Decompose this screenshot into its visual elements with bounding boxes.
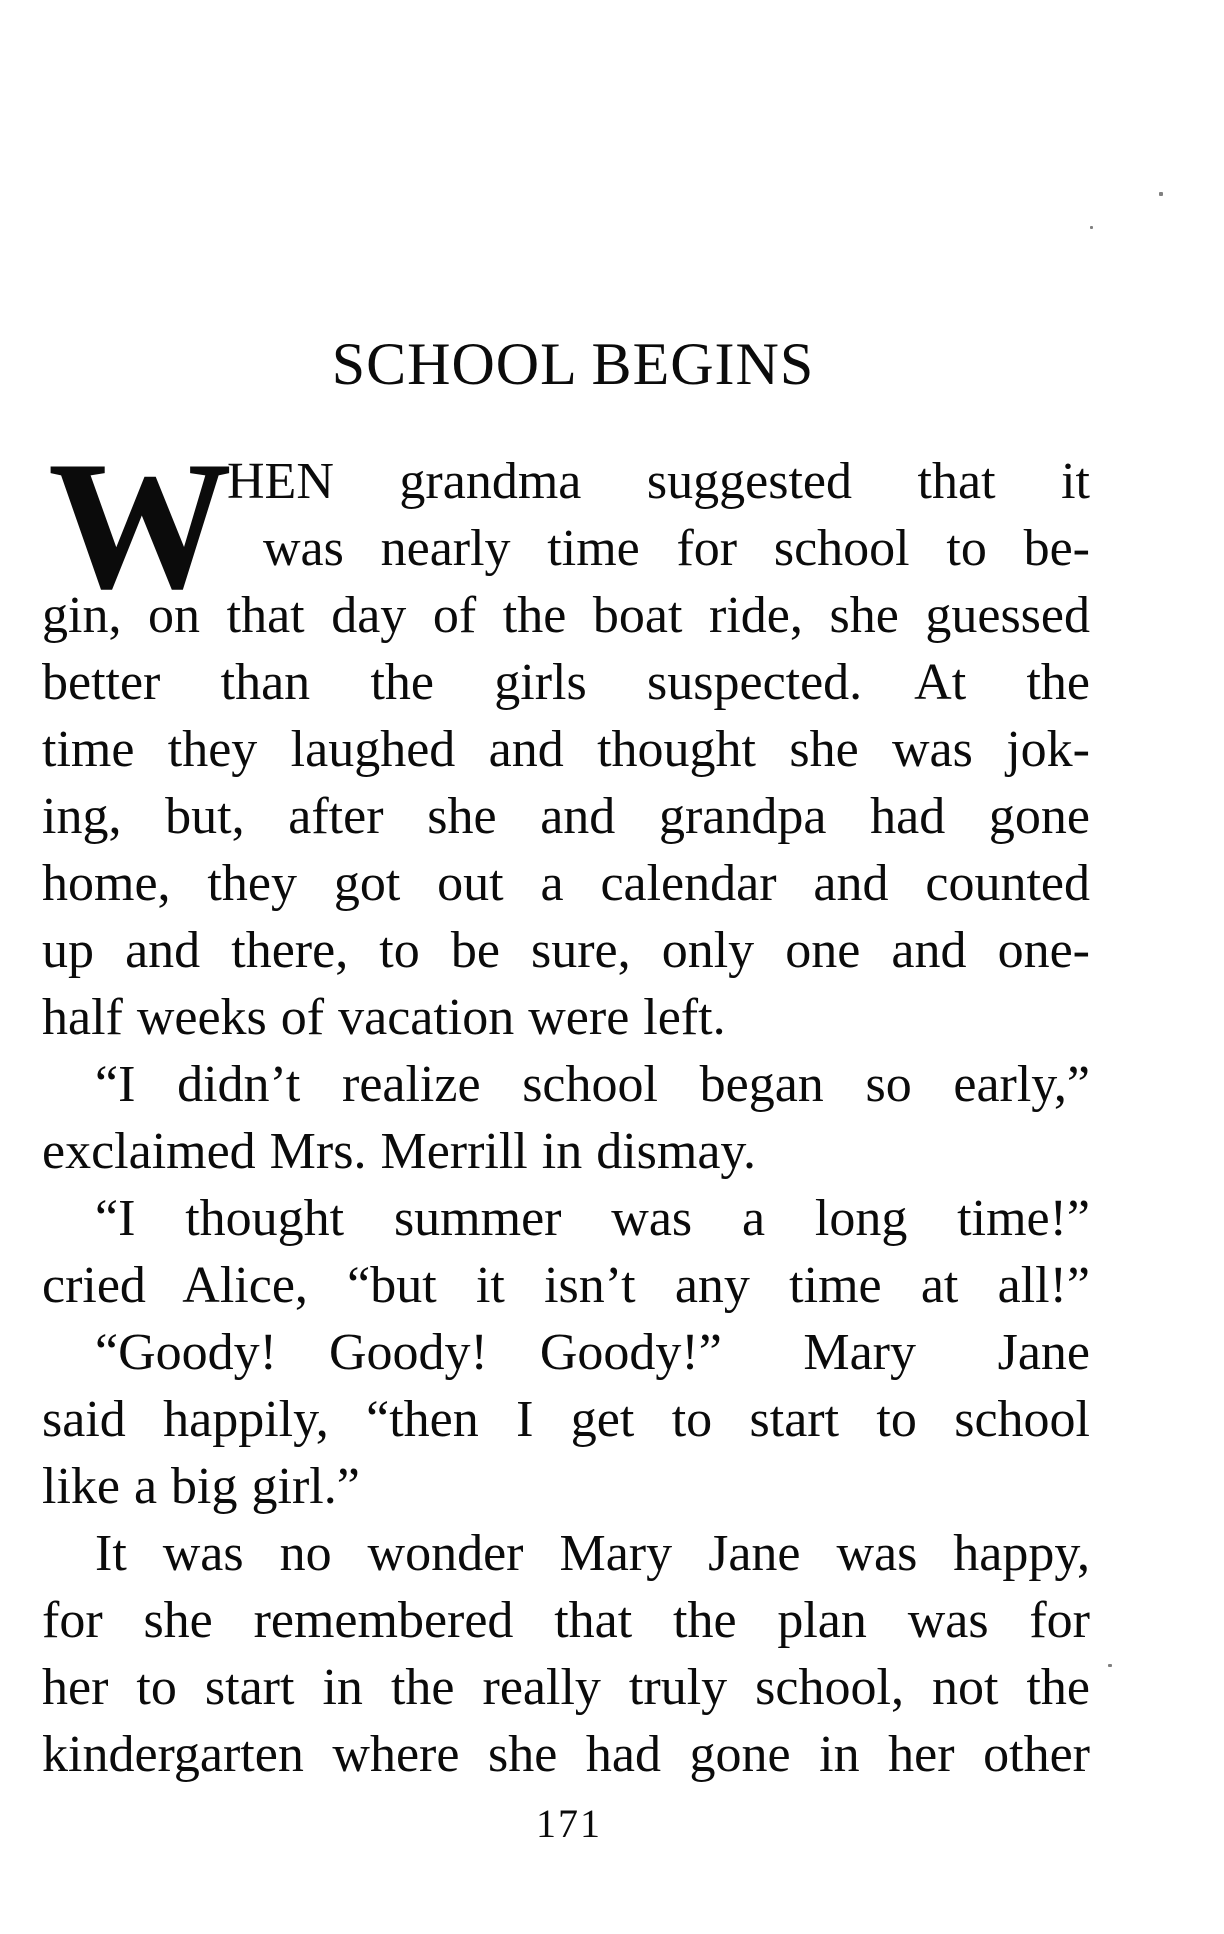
page-number: 171	[536, 1801, 602, 1846]
text-block	[42, 331, 1090, 1844]
text-line: like a big girl.”	[42, 1458, 360, 1515]
scan-speck	[1159, 192, 1163, 196]
text-line: up and there, to be sure, only one and one-	[42, 922, 1090, 979]
text-line: home, they got out a calendar and counted	[42, 855, 1090, 912]
text-line: kindergarten where she had gone in her other	[42, 1726, 1090, 1783]
drop-cap: W	[48, 423, 232, 627]
text-line: cried Alice, “but it isn’t any time at all!”	[42, 1257, 1090, 1314]
text-line: for she remembered that the plan was for	[42, 1592, 1090, 1649]
text-line: HEN grandma suggested that it	[227, 453, 1090, 510]
text-line: exclaimed Mrs. Merrill in dismay.	[42, 1123, 757, 1180]
text-line: time they laughed and thought she was jok-	[42, 721, 1090, 778]
text-line: It was no wonder Mary Jane was happy,	[95, 1525, 1090, 1582]
scan-speck	[1090, 226, 1093, 229]
text-line: ing, but, after she and grandpa had gone	[42, 788, 1090, 845]
text-line: was nearly time for school to be-	[263, 520, 1090, 577]
paragraph	[42, 1319, 1090, 1520]
paragraph	[42, 423, 1090, 1051]
scan-speck	[1108, 1664, 1112, 1667]
paragraph	[42, 1051, 1090, 1185]
text-line: said happily, “then I get to start to school	[42, 1391, 1090, 1448]
paragraph	[42, 1185, 1090, 1319]
text-line: her to start in the really truly school, not the	[42, 1659, 1090, 1716]
text-line: “I thought summer was a long time!”	[95, 1190, 1090, 1247]
text-line: “Goody! Goody! Goody!” Mary Jane	[95, 1324, 1090, 1381]
text-line: better than the girls suspected. At the	[42, 654, 1090, 711]
text-line: gin, on that day of the boat ride, she guessed	[42, 587, 1090, 644]
text-line: half weeks of vacation were left.	[42, 989, 726, 1046]
chapter-title: SCHOOL BEGINS	[331, 331, 815, 397]
text-line: “I didn’t realize school began so early,”	[95, 1056, 1090, 1113]
paragraph	[42, 1520, 1090, 1788]
